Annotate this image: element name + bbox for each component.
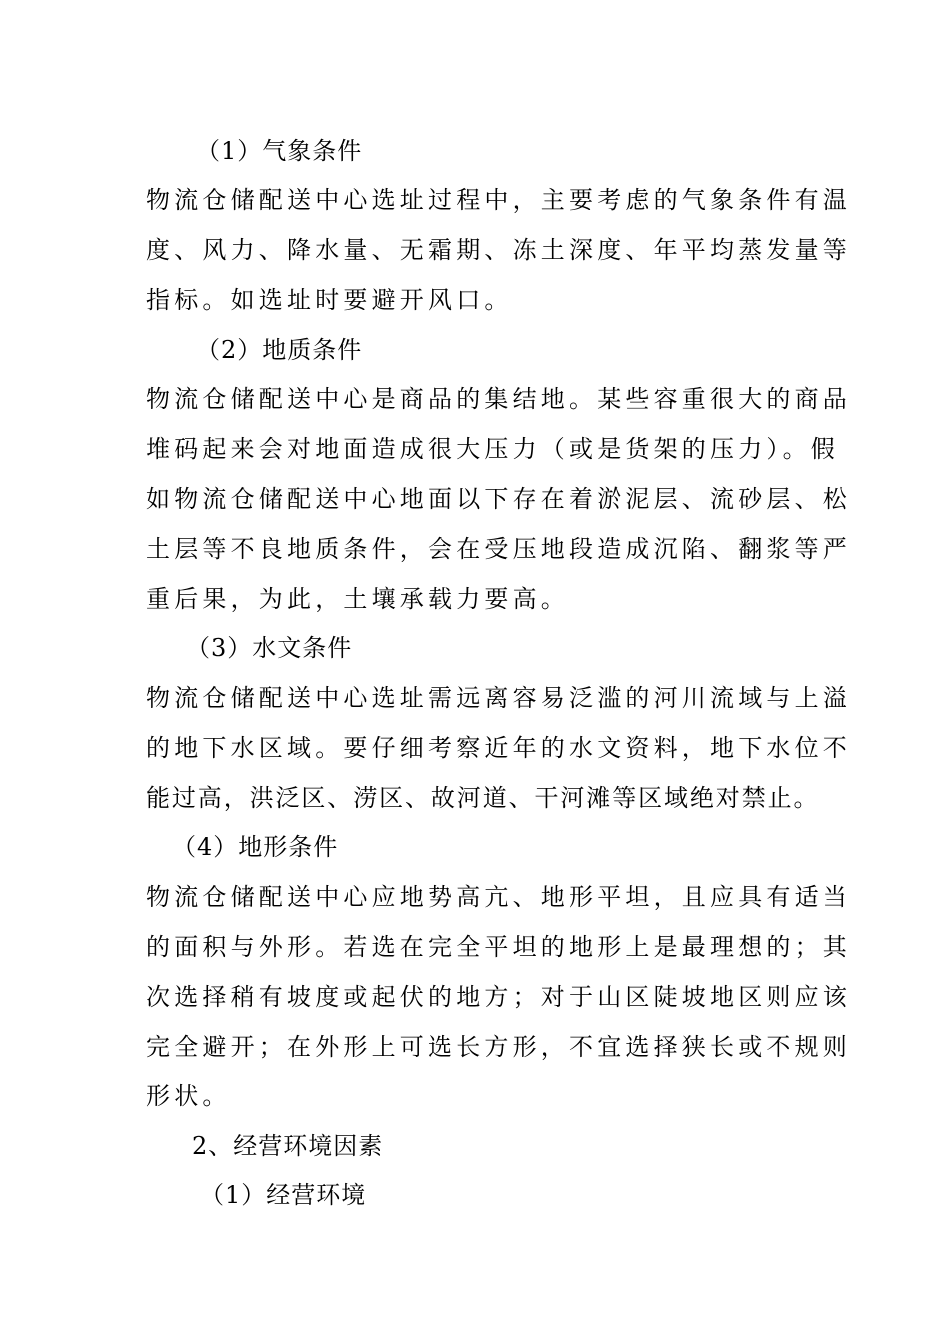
heading-geological-conditions: （2）地质条件 — [196, 336, 363, 364]
paragraph-line: 土层等不良地质条件，会在受压地段造成沉陷、翻浆等严 — [146, 535, 851, 563]
paragraph-line: 如物流仓储配送中心地面以下存在着淤泥层、流砂层、松 — [146, 485, 851, 513]
paragraph-line: 物流仓储配送中心选址需远离容易泛滥的河川流域与上溢 — [146, 684, 851, 712]
paragraph-line: 次选择稍有坡度或起伏的地方；对于山区陡坡地区则应该 — [146, 983, 851, 1011]
paragraph-line: 指标。如选址时要避开风口。 — [146, 286, 513, 314]
paragraph-line: 物流仓储配送中心是商品的集结地。某些容重很大的商品 — [146, 385, 851, 413]
paragraph-line: 的地下水区域。要仔细考察近年的水文资料，地下水位不 — [146, 734, 851, 762]
paragraph-line: 能过高，洪泛区、涝区、故河道、干河滩等区域绝对禁止。 — [146, 784, 820, 812]
paragraph-line: 度、风力、降水量、无霜期、冻土深度、年平均蒸发量等 — [146, 236, 851, 264]
heading-hydrological-conditions: （3）水文条件 — [186, 634, 353, 662]
heading-business-environment: （1）经营环境 — [200, 1181, 367, 1209]
paragraph-line: 形状。 — [146, 1082, 231, 1110]
paragraph-line: 物流仓储配送中心应地势高亢、地形平坦，且应具有适当 — [146, 883, 851, 911]
heading-terrain-conditions: （4）地形条件 — [172, 833, 339, 861]
paragraph-line: 重后果，为此，土壤承载力要高。 — [146, 585, 569, 613]
paragraph-line: 物流仓储配送中心选址过程中，主要考虑的气象条件有温 — [146, 186, 851, 214]
paragraph-line: 完全避开；在外形上可选长方形，不宜选择狭长或不规则 — [146, 1033, 851, 1061]
heading-weather-conditions: （1）气象条件 — [196, 137, 363, 165]
paragraph-line: 堆码起来会对地面造成很大压力（或是货架的压力）。假 — [146, 435, 839, 463]
section-heading-business-environment: 2、经营环境因素 — [192, 1132, 384, 1160]
paragraph-line: 的面积与外形。若选在完全平坦的地形上是最理想的；其 — [146, 933, 851, 961]
